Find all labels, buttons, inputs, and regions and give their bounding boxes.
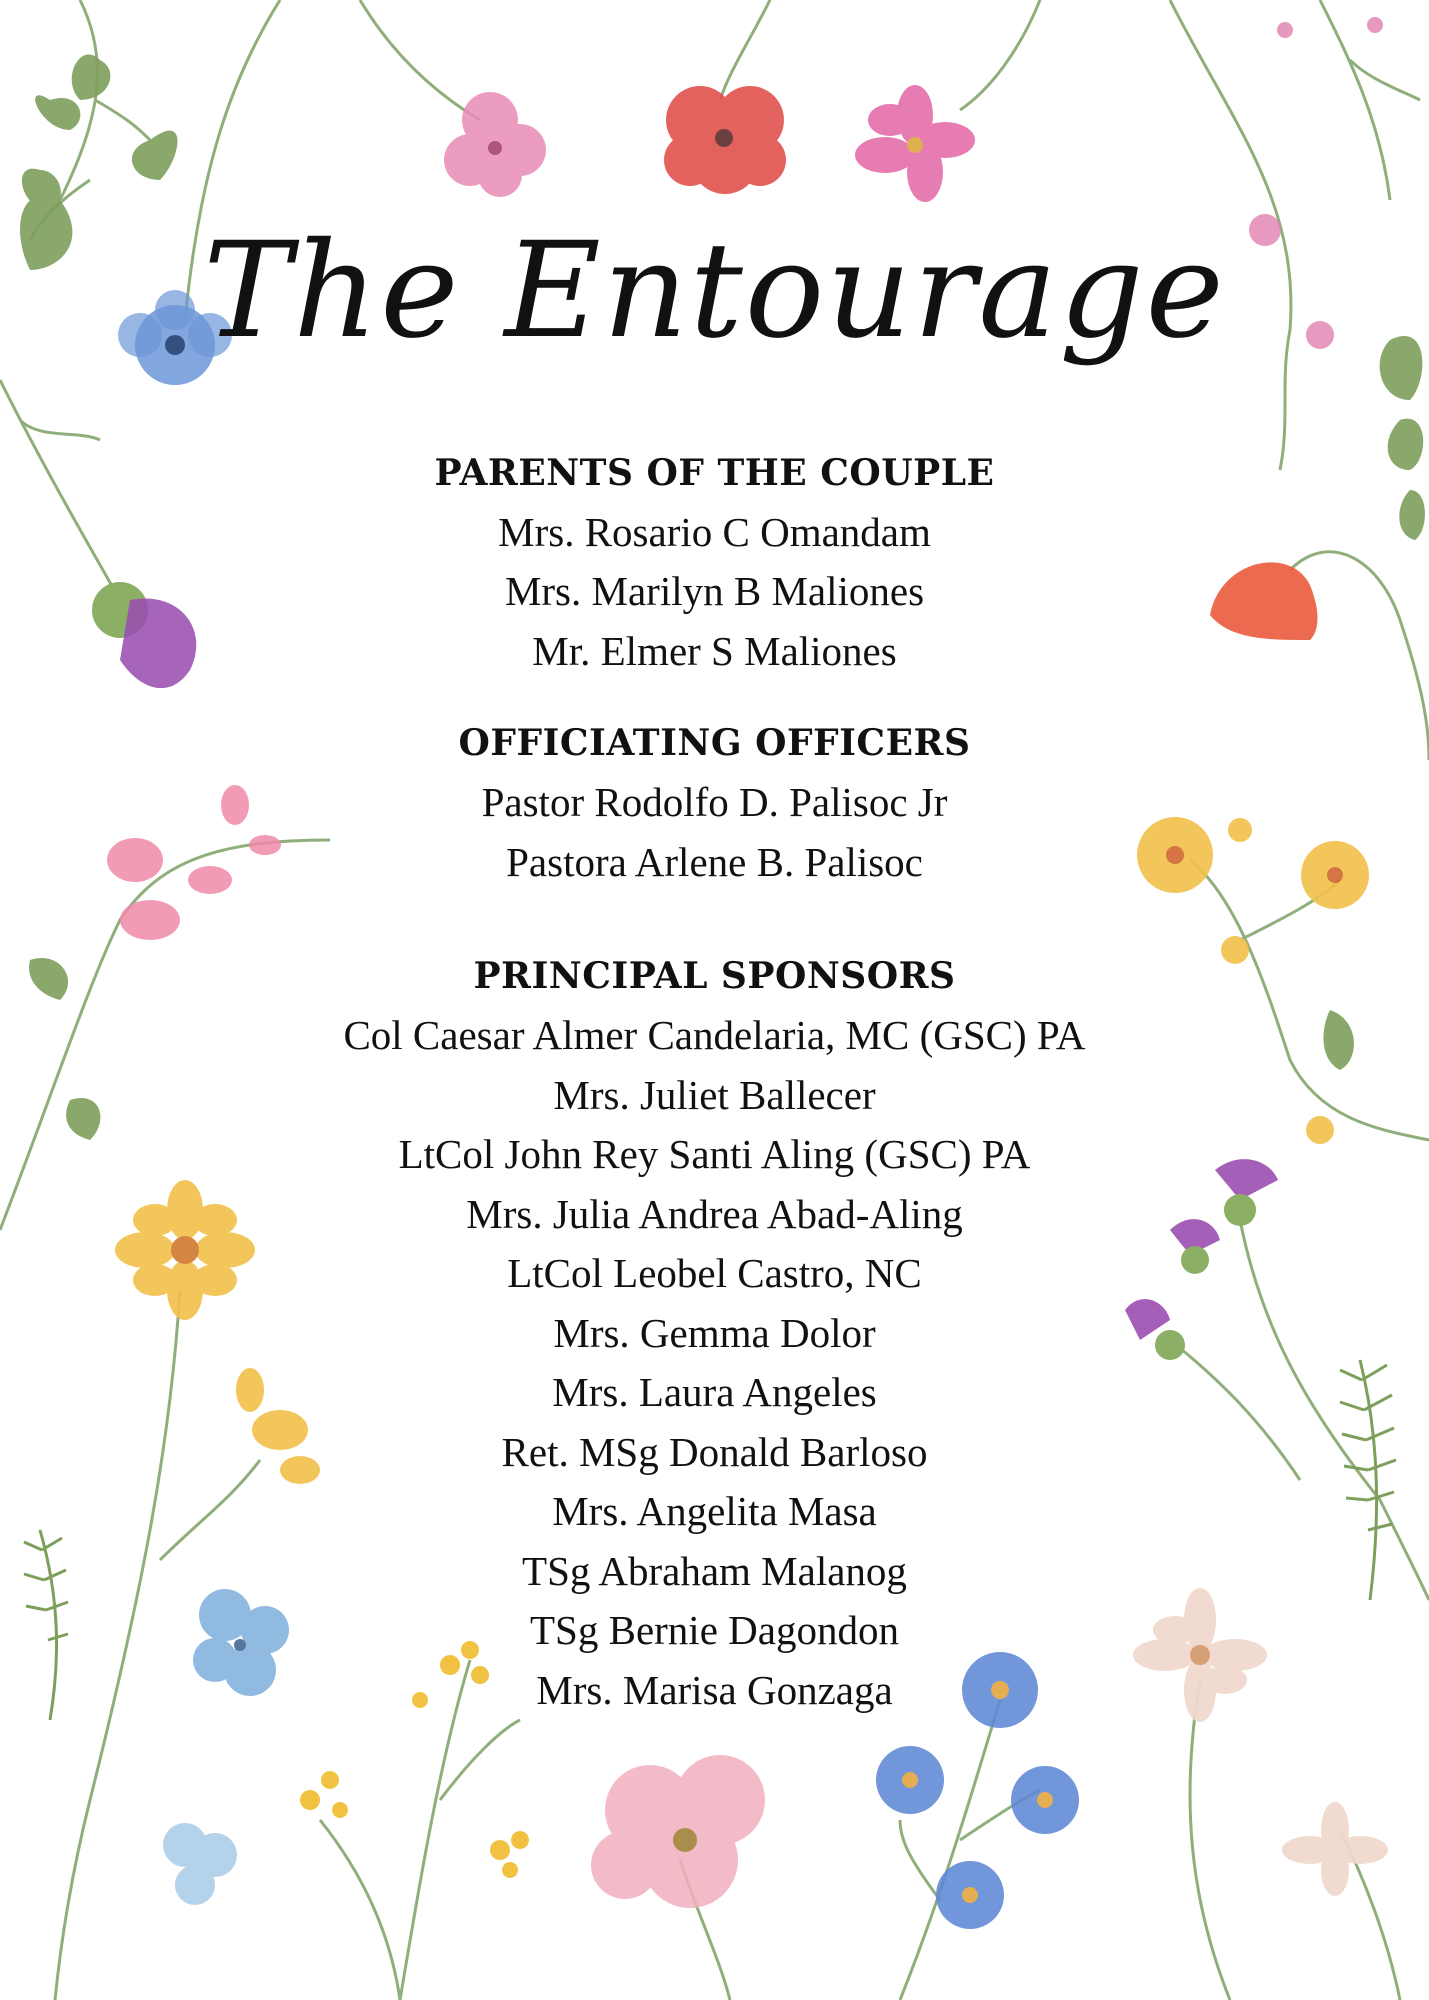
name-line: LtCol John Rey Santi Aling (GSC) PA	[398, 1131, 1031, 1177]
name-line: Mrs. Angelita Masa	[552, 1488, 877, 1534]
name-line: Mrs. Julia Andrea Abad-Aling	[466, 1191, 963, 1237]
ginkgo-leaf	[132, 131, 178, 180]
name-line: Pastor Rodolfo D. Palisoc Jr	[481, 779, 948, 825]
name-line: Ret. MSg Donald Barloso	[501, 1429, 928, 1475]
name-line: Mr. Elmer S Maliones	[532, 628, 897, 674]
red-poppy-top	[664, 86, 786, 194]
ginkgo-leaf	[35, 95, 80, 130]
top-pink-stem	[360, 0, 480, 120]
name-line: Mrs. Marisa Gonzaga	[536, 1667, 893, 1713]
name-line: Mrs. Marilyn B Maliones	[504, 568, 925, 614]
top-red-stem	[720, 0, 770, 100]
name-line: Pastora Arlene B. Palisoc	[506, 839, 923, 885]
aster-stem	[900, 1700, 1040, 2000]
ginkgo-leaf	[72, 55, 111, 100]
name-line: LtCol Leobel Castro, NC	[507, 1250, 922, 1296]
name-line: Mrs. Rosario C Omandam	[498, 509, 931, 555]
name-line: Col Caesar Almer Candelaria, MC (GSC) PA	[343, 1012, 1086, 1058]
section-heading-officiating: OFFICIATING OFFICERS	[458, 722, 971, 764]
name-line: TSg Abraham Malanog	[522, 1548, 907, 1594]
section-heading-parents: PARENTS OF THE COUPLE	[434, 452, 995, 494]
name-line: Mrs. Gemma Dolor	[553, 1310, 876, 1356]
top-right-sprig-stem	[960, 0, 1040, 110]
name-line: TSg Bernie Dagondon	[530, 1607, 899, 1653]
section-heading-sponsors: PRINCIPAL SPONSORS	[473, 955, 956, 997]
pink-poppy-bottom	[591, 1755, 765, 1908]
name-line: Mrs. Juliet Ballecer	[553, 1072, 876, 1118]
pink-cosmos-top	[855, 85, 975, 202]
page-title: The Entourage	[203, 214, 1226, 368]
name-line: Mrs. Laura Angeles	[552, 1369, 877, 1415]
